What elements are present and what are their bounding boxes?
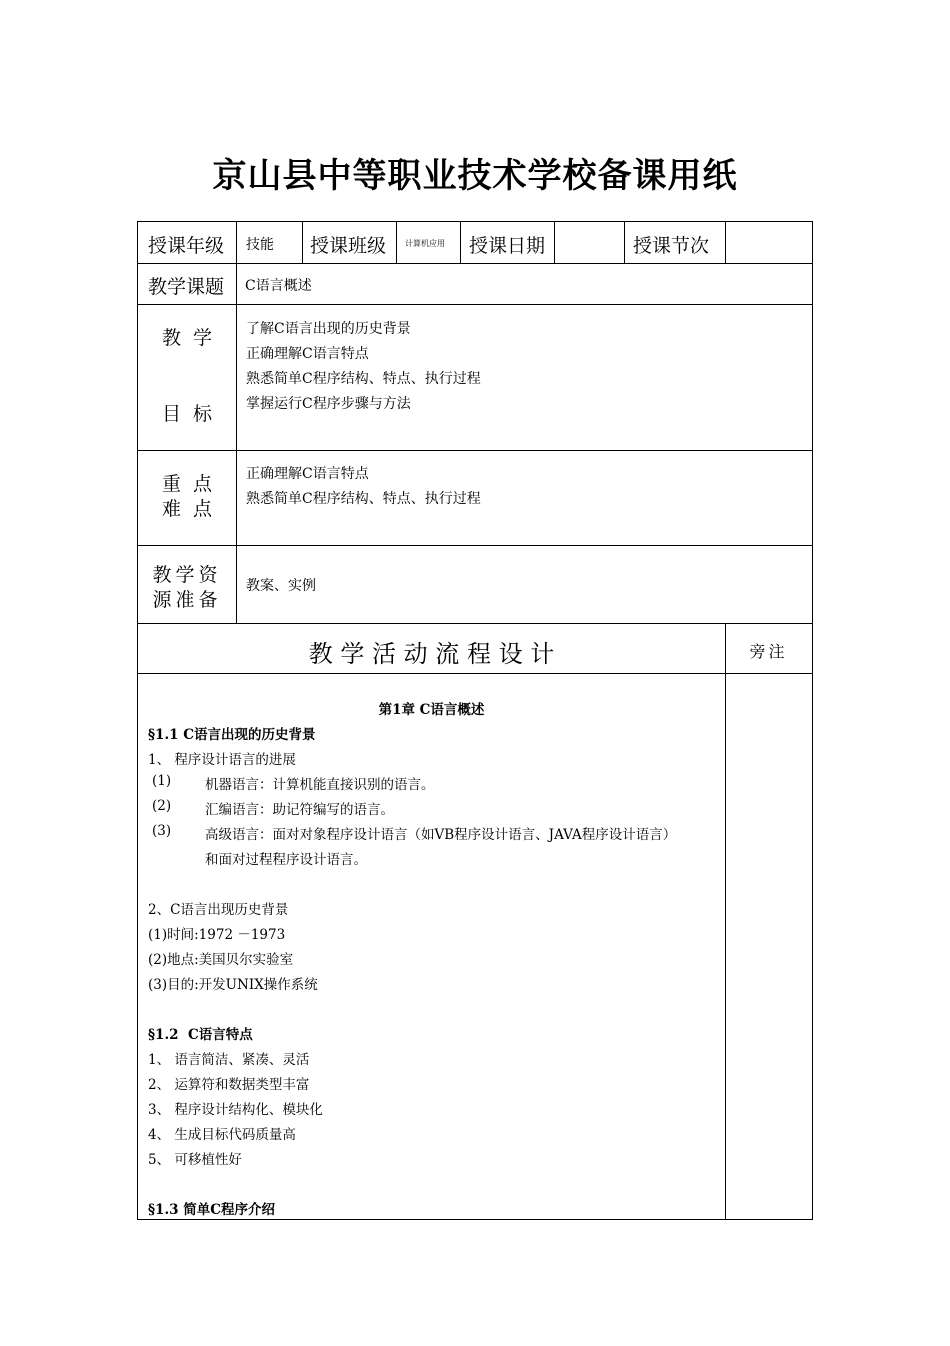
content-line: (1)时间:1972 －1973 [148,927,286,943]
objective-item: 了解C语言出现的历史背景 [246,321,411,337]
page-title: 京山县中等职业技术学校备课用纸 [212,156,738,196]
grade-label: 授课年级 [148,235,225,257]
keypoints-label-top: 重 点 [161,473,213,495]
list-number: (2) [152,798,172,814]
content-line: 高级语言：面对对象程序设计语言（如VB程序设计语言、JAVA程序设计语言） [205,827,677,843]
lesson-plan-table [137,221,813,1220]
objective-item: 熟悉简单C程序结构、特点、执行过程 [246,371,481,387]
content-line: 4、 生成目标代码质量高 [148,1127,296,1143]
column-divider [554,222,555,263]
list-number: (3) [152,823,172,839]
date-label: 授课日期 [469,235,546,257]
content-line: 2、C语言出现历史背景 [148,902,289,918]
row-divider [138,263,812,264]
content-line: (3)目的:开发UNIX操作系统 [148,977,318,993]
keypoint-item: 正确理解C语言特点 [246,466,369,482]
topic-label: 教学课题 [148,276,225,298]
list-number: (1) [152,773,172,789]
column-divider [396,222,397,263]
content-line: 机器语言：计算机能直接识别的语言。 [205,777,435,793]
row-divider [138,673,812,674]
objective-item: 正确理解C语言特点 [246,346,369,362]
keypoint-item: 熟悉简单C程序结构、特点、执行过程 [246,491,481,507]
content-line: 1、 语言简洁、紧凑、灵活 [148,1052,310,1068]
objective-item: 掌握运行C程序步骤与方法 [246,396,411,412]
column-divider [302,222,303,263]
section-heading: §1.1 C语言出现的历史背景 [148,727,316,743]
column-divider [624,222,625,263]
resources-label-top: 教学资 [152,564,222,586]
content-line: (2)地点:美国贝尔实验室 [148,952,294,968]
column-divider [725,623,726,1219]
row-divider [138,545,812,546]
row-divider [138,623,812,624]
column-divider [460,222,461,263]
activity-header: 教 学 活 动 流 程 设 计 [308,640,555,668]
objectives-label-bottom: 目 标 [161,403,213,425]
objectives-label-top: 教 学 [161,327,213,349]
chapter-heading: 第1章 C语言概述 [378,702,485,718]
topic-value: C语言概述 [245,278,312,294]
section-heading: §1.2 C语言特点 [148,1027,253,1043]
class-label: 授课班级 [310,235,387,257]
period-label: 授课节次 [633,235,710,257]
row-divider [138,304,812,305]
content-line: 5、 可移植性好 [148,1152,242,1168]
keypoints-label-bottom: 难 点 [161,498,213,520]
notes-header: 旁注 [749,642,788,661]
row-divider [138,450,812,451]
column-divider [236,222,237,623]
content-line: 汇编语言：助记符编写的语言。 [205,802,394,818]
section-heading: §1.3 简单C程序介绍 [148,1202,275,1218]
grade-value: 技能 [246,237,274,253]
column-divider [725,222,726,263]
resources-value: 教案、实例 [246,578,316,594]
class-value: 计算机应用 [405,239,445,248]
content-line: 和面对过程程序设计语言。 [205,852,367,868]
content-line: 3、 程序设计结构化、模块化 [148,1102,323,1118]
content-line: 1、 程序设计语言的进展 [148,752,296,768]
content-line: 2、 运算符和数据类型丰富 [148,1077,310,1093]
resources-label-bottom: 源准备 [152,589,222,611]
